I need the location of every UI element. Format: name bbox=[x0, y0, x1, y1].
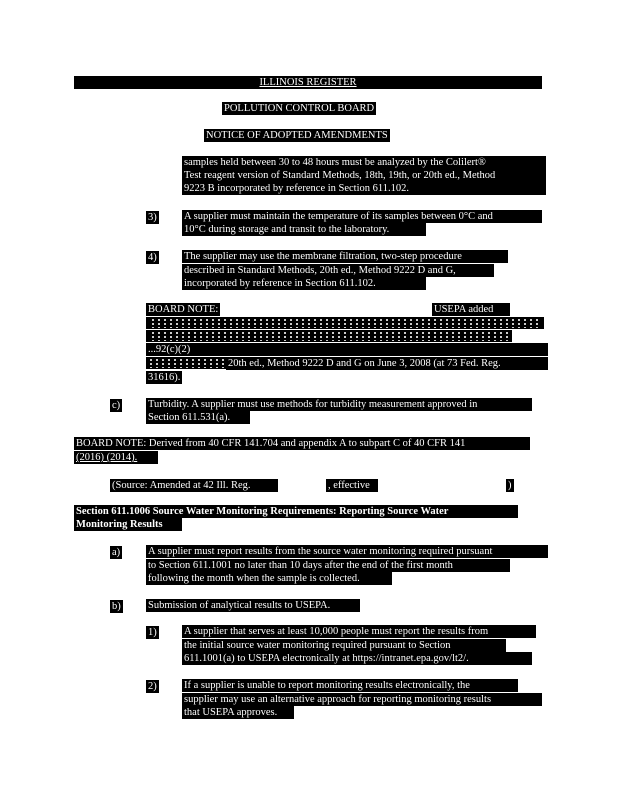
degraded-text-2 bbox=[150, 318, 540, 328]
item-b2-line-1: If a supplier is unable to report monitoring results electronically, the bbox=[182, 679, 518, 692]
item-4-line-1: The supplier may use the membrane filtration, two-step procedure bbox=[182, 250, 508, 263]
item-a-line-1: A supplier must report results from the source water monitoring required pursuant bbox=[146, 545, 548, 558]
item-3-line-1: A supplier must maintain the temperature of its samples between 0°C and bbox=[182, 210, 542, 223]
item-c-line-2: Section 611.531(a). bbox=[146, 411, 250, 424]
item-4-line-2: described in Standard Methods, 20th ed., Method 9222 D and G, bbox=[182, 264, 494, 277]
header-bar bbox=[74, 76, 542, 89]
degraded-text-5 bbox=[148, 358, 224, 368]
degraded-text-3 bbox=[150, 331, 508, 341]
item-b-label: b) bbox=[112, 601, 121, 612]
degraded-text-1 bbox=[228, 305, 428, 315]
item-b1-line-3: 611.1001(a) to USEPA electronically at https://intranet.epa.gov/lt2/. bbox=[182, 652, 532, 665]
source-effective: , effective bbox=[326, 479, 378, 492]
item-a-label: a) bbox=[112, 547, 121, 558]
board-note-1-start: BOARD NOTE: bbox=[148, 304, 219, 315]
top-para-line-2: Test reagent version of Standard Methods, 18th, 19th, or 20th ed., Method bbox=[182, 169, 546, 182]
top-para-line-3: 9223 B incorporated by reference in Section 611.102. bbox=[182, 182, 546, 195]
item-3-label: 3) bbox=[148, 212, 157, 223]
item-c-line-1: Turbidity. A supplier must use methods for turbidity measurement approved in bbox=[146, 398, 532, 411]
top-para-line-1: samples held between 30 to 48 hours must be analyzed by the Colilert® bbox=[182, 156, 546, 169]
item-b1-line-1: A supplier that serves at least 10,000 people must report the results from bbox=[182, 625, 536, 638]
source-prefix: (Source: Amended at 42 Ill. Reg. bbox=[110, 479, 278, 492]
board-note-1-mid: USEPA added bbox=[432, 303, 510, 316]
item-b-text: Submission of analytical results to USEPA. bbox=[146, 599, 360, 612]
board-note-2-line-1: BOARD NOTE: Derived from 40 CFR 141.704 and appendix A to subpart C of 40 CFR 141 bbox=[74, 437, 530, 450]
item-4-line-3: incorporated by reference in Section 611.102. bbox=[182, 277, 426, 290]
section-heading-line-2: Monitoring Results bbox=[74, 518, 182, 531]
item-a-line-3: following the month when the sample is collected. bbox=[146, 572, 392, 585]
item-b2-label: 2) bbox=[148, 681, 157, 692]
source-close: ) bbox=[508, 480, 512, 491]
item-b2-line-3: that USEPA approves. bbox=[182, 706, 294, 719]
notice-title: NOTICE OF ADOPTED AMENDMENTS bbox=[206, 130, 388, 141]
item-b1-label: 1) bbox=[148, 627, 157, 638]
item-b2-line-2: supplier may use an alternative approach for reporting monitoring results bbox=[182, 693, 542, 706]
board-note-2-line-2: (2016) (2014). bbox=[74, 451, 158, 464]
board-note-1-line-4: ...92(c)(2) bbox=[146, 343, 548, 356]
board-note-1-line-5-tail: 20th ed., Method 9222 D and G on June 3, 2008 (at 73 Fed. Reg. bbox=[226, 357, 548, 370]
item-a-line-2: to Section 611.1001 no later than 10 days after the end of the first month bbox=[146, 559, 510, 572]
register-title: ILLINOIS REGISTER bbox=[259, 77, 357, 88]
item-c-label: c) bbox=[112, 400, 121, 411]
section-heading-line-1: Section 611.1006 Source Water Monitoring Requirements: Reporting Source Water bbox=[74, 505, 518, 518]
board-title: POLLUTION CONTROL BOARD bbox=[224, 103, 375, 114]
item-b1-line-2: the initial source water monitoring required pursuant to Section bbox=[182, 639, 506, 652]
board-note-1-line-6: 31616). bbox=[148, 372, 181, 383]
item-3-line-2: 10°C during storage and transit to the laboratory. bbox=[182, 223, 426, 236]
item-4-label: 4) bbox=[148, 252, 157, 263]
